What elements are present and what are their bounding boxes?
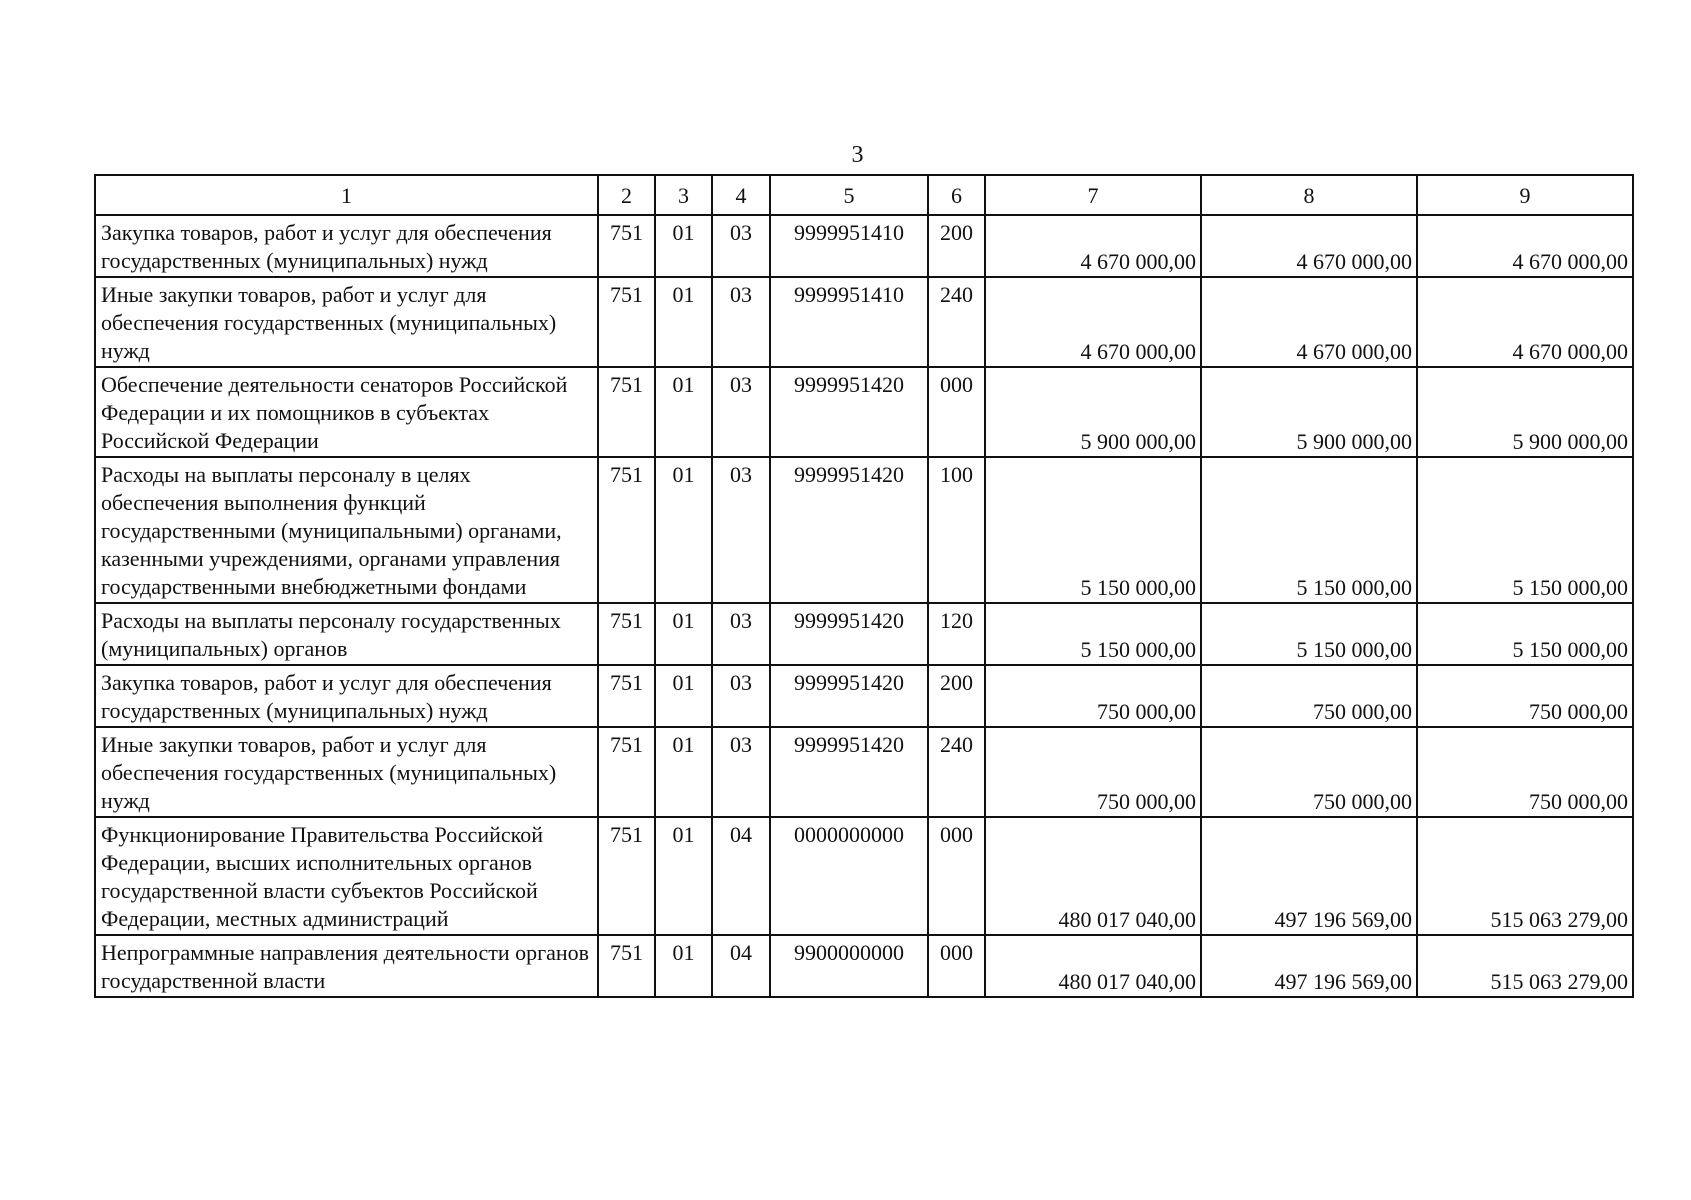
row-code-6: 000 — [928, 817, 985, 935]
budget-table — [94, 174, 1634, 998]
row-amount-7: 750 000,00 — [985, 727, 1201, 817]
row-code-5: 9900000000 — [770, 935, 928, 997]
row-amount-9: 750 000,00 — [1417, 727, 1633, 817]
row-code-4: 03 — [712, 603, 770, 665]
column-header: 8 — [1201, 175, 1417, 215]
row-amount-8: 497 196 569,00 — [1201, 935, 1417, 997]
row-code-6: 240 — [928, 277, 985, 367]
row-code-2: 751 — [598, 817, 655, 935]
row-code-6: 000 — [928, 935, 985, 997]
row-code-4: 03 — [712, 215, 770, 277]
column-header: 2 — [598, 175, 655, 215]
row-amount-9: 5 900 000,00 — [1417, 367, 1633, 457]
row-code-5: 9999951410 — [770, 277, 928, 367]
row-amount-8: 4 670 000,00 — [1201, 277, 1417, 367]
row-amount-9: 5 150 000,00 — [1417, 457, 1633, 603]
row-amount-8: 5 150 000,00 — [1201, 603, 1417, 665]
column-header: 7 — [985, 175, 1201, 215]
row-code-6: 200 — [928, 215, 985, 277]
row-amount-9: 4 670 000,00 — [1417, 277, 1633, 367]
row-amount-9: 5 150 000,00 — [1417, 603, 1633, 665]
row-name: Иные закупки товаров, работ и услуг для обеспечения государственных (муниципальных) нужд — [95, 277, 598, 367]
row-code-5: 9999951410 — [770, 215, 928, 277]
row-name: Непрограммные направления деятельности органов государственной власти — [95, 935, 598, 997]
row-code-6: 120 — [928, 603, 985, 665]
row-code-3: 01 — [655, 215, 712, 277]
row-code-5: 9999951420 — [770, 665, 928, 727]
table-row — [95, 277, 1633, 367]
header-row — [95, 175, 1633, 215]
row-code-2: 751 — [598, 457, 655, 603]
row-name: Закупка товаров, работ и услуг для обеспечения государственных (муниципальных) нужд — [95, 665, 598, 727]
table-row — [95, 603, 1633, 665]
row-code-4: 03 — [712, 457, 770, 603]
row-code-5: 0000000000 — [770, 817, 928, 935]
row-amount-7: 4 670 000,00 — [985, 277, 1201, 367]
row-code-2: 751 — [598, 215, 655, 277]
row-code-3: 01 — [655, 277, 712, 367]
row-name: Закупка товаров, работ и услуг для обеспечения государственных (муниципальных) нужд — [95, 215, 598, 277]
row-code-3: 01 — [655, 367, 712, 457]
row-code-4: 03 — [712, 367, 770, 457]
row-amount-9: 4 670 000,00 — [1417, 215, 1633, 277]
table-row — [95, 727, 1633, 817]
row-amount-8: 5 900 000,00 — [1201, 367, 1417, 457]
row-amount-7: 480 017 040,00 — [985, 935, 1201, 997]
row-code-4: 03 — [712, 277, 770, 367]
row-code-4: 04 — [712, 817, 770, 935]
row-amount-8: 4 670 000,00 — [1201, 215, 1417, 277]
column-header: 6 — [928, 175, 985, 215]
row-code-5: 9999951420 — [770, 367, 928, 457]
row-code-4: 04 — [712, 935, 770, 997]
table-row — [95, 817, 1633, 935]
row-code-3: 01 — [655, 665, 712, 727]
table-row — [95, 215, 1633, 277]
row-code-6: 000 — [928, 367, 985, 457]
row-code-4: 03 — [712, 665, 770, 727]
row-amount-9: 515 063 279,00 — [1417, 935, 1633, 997]
row-code-2: 751 — [598, 367, 655, 457]
row-code-5: 9999951420 — [770, 603, 928, 665]
row-code-3: 01 — [655, 727, 712, 817]
column-header: 9 — [1417, 175, 1633, 215]
row-code-6: 200 — [928, 665, 985, 727]
table-row — [95, 935, 1633, 997]
row-amount-7: 5 150 000,00 — [985, 457, 1201, 603]
row-code-3: 01 — [655, 457, 712, 603]
row-amount-7: 480 017 040,00 — [985, 817, 1201, 935]
row-code-2: 751 — [598, 603, 655, 665]
row-code-5: 9999951420 — [770, 727, 928, 817]
row-amount-8: 750 000,00 — [1201, 665, 1417, 727]
row-name: Функционирование Правительства Российской Федерации, высших исполнительных органов государственной власти субъектов Российской Федерации, местных администраций — [95, 817, 598, 935]
row-amount-7: 5 150 000,00 — [985, 603, 1201, 665]
row-code-5: 9999951420 — [770, 457, 928, 603]
row-code-6: 100 — [928, 457, 985, 603]
row-name: Расходы на выплаты персоналу в целях обеспечения выполнения функций государственными (муниципальными) органами, казенными учреждениями, органами управления государственными внебюджетными фондами — [95, 457, 598, 603]
row-code-2: 751 — [598, 935, 655, 997]
row-amount-7: 750 000,00 — [985, 665, 1201, 727]
row-name: Обеспечение деятельности сенаторов Российской Федерации и их помощников в субъектах Российской Федерации — [95, 367, 598, 457]
column-header: 1 — [95, 175, 598, 215]
row-name: Иные закупки товаров, работ и услуг для обеспечения государственных (муниципальных) нужд — [95, 727, 598, 817]
row-code-4: 03 — [712, 727, 770, 817]
table-row — [95, 665, 1633, 727]
row-code-2: 751 — [598, 277, 655, 367]
row-code-3: 01 — [655, 603, 712, 665]
table-row — [95, 367, 1633, 457]
row-amount-8: 5 150 000,00 — [1201, 457, 1417, 603]
row-code-3: 01 — [655, 817, 712, 935]
page-number: 3 — [851, 142, 864, 168]
row-code-6: 240 — [928, 727, 985, 817]
column-header: 5 — [770, 175, 928, 215]
row-amount-9: 515 063 279,00 — [1417, 817, 1633, 935]
column-header: 3 — [655, 175, 712, 215]
row-code-2: 751 — [598, 665, 655, 727]
row-name: Расходы на выплаты персоналу государственных (муниципальных) органов — [95, 603, 598, 665]
row-amount-7: 5 900 000,00 — [985, 367, 1201, 457]
table-row — [95, 457, 1633, 603]
row-amount-8: 497 196 569,00 — [1201, 817, 1417, 935]
row-amount-9: 750 000,00 — [1417, 665, 1633, 727]
row-amount-8: 750 000,00 — [1201, 727, 1417, 817]
column-header: 4 — [712, 175, 770, 215]
row-code-3: 01 — [655, 935, 712, 997]
row-amount-7: 4 670 000,00 — [985, 215, 1201, 277]
row-code-2: 751 — [598, 727, 655, 817]
